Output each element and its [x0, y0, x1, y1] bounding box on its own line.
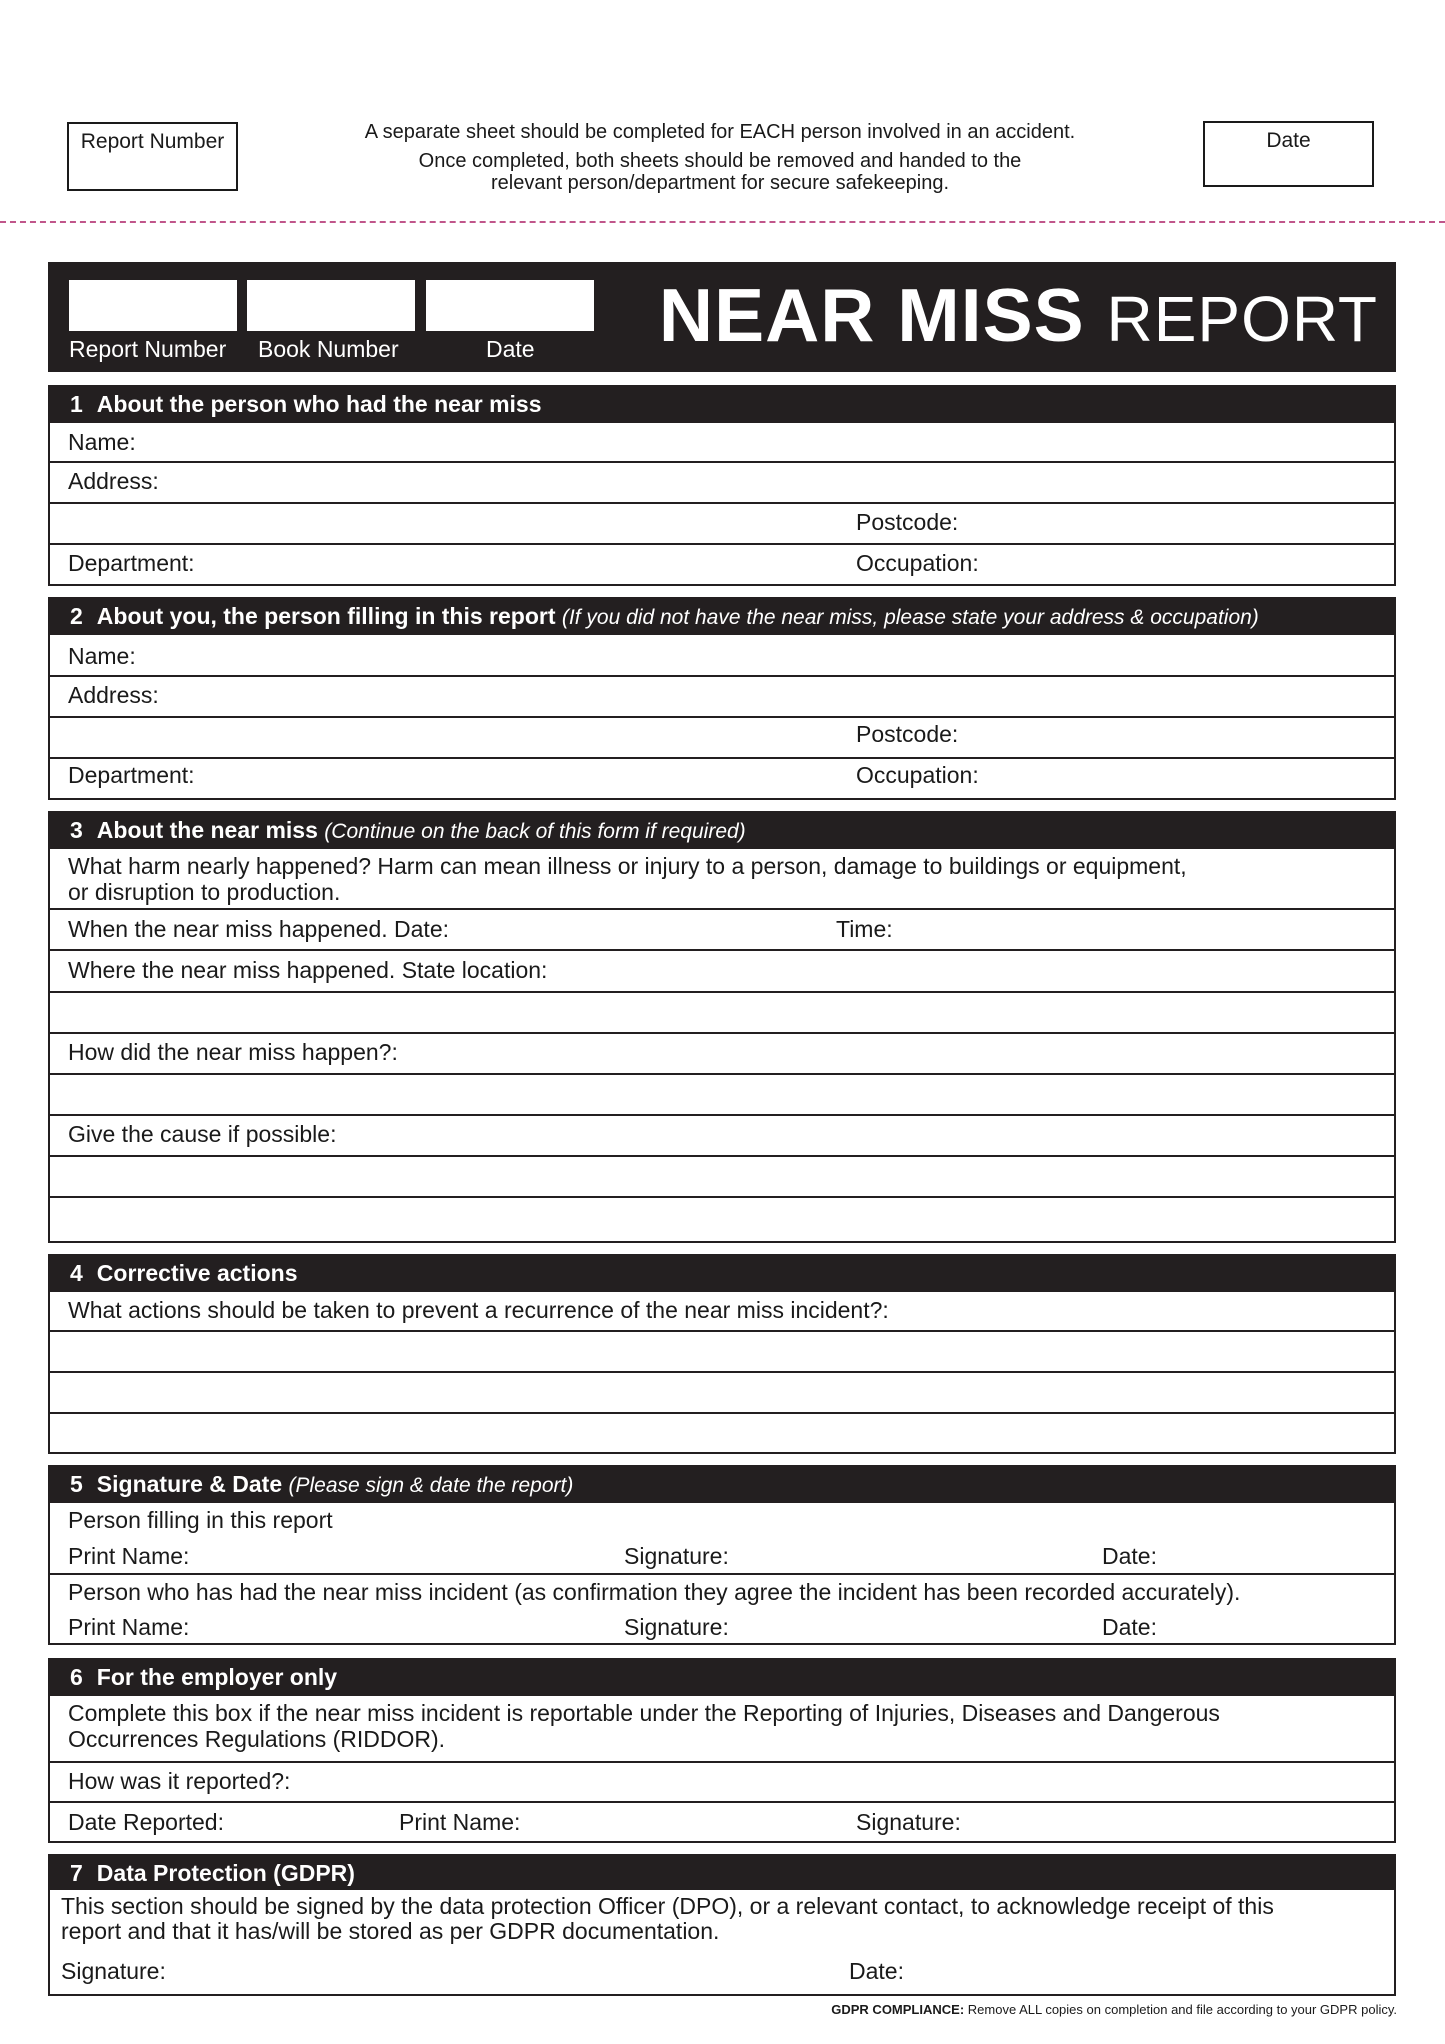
s7-line2: report and that it has/will be stored as per GDPR documentation.	[61, 1918, 720, 1944]
title-banner	[48, 262, 1396, 372]
s3-where-row[interactable]	[50, 949, 1394, 991]
section-2-title: About you, the person filling in this report	[96, 603, 556, 629]
section-3-header	[50, 813, 1394, 847]
s6-how-label: How was it reported?:	[68, 1768, 291, 1794]
section-5-header	[50, 1467, 1394, 1501]
section-6-number: 6	[70, 1664, 83, 1690]
section-3-number: 3	[70, 817, 83, 843]
s7-date-label: Date:	[849, 1958, 904, 1984]
s6-date-reported-label: Date Reported:	[68, 1809, 224, 1835]
s3-how-blank-row[interactable]	[50, 1073, 1394, 1114]
s5-filler-block[interactable]	[50, 1501, 1394, 1573]
s2-postcode-label: Postcode:	[856, 721, 959, 747]
s6-date-row[interactable]	[50, 1801, 1394, 1841]
gdpr-footer	[831, 2002, 1397, 2017]
section-3-note: (Continue on the back of this form if required)	[324, 820, 746, 843]
s5-confirm-date: Date:	[1102, 1614, 1157, 1640]
s1-department-row[interactable]	[50, 543, 1394, 584]
section-6-title: For the employer only	[96, 1664, 338, 1690]
s3-harm-line1: What harm nearly happened? Harm can mean illness or injury to a person, damage to buildings or equipment,	[68, 853, 1187, 879]
s5-filler-date: Date:	[1102, 1543, 1157, 1569]
top-note-line3: relevant person/department for secure safekeeping.	[490, 172, 950, 194]
report-number-label: Report Number	[69, 336, 227, 362]
s4-question-row[interactable]	[50, 1290, 1394, 1330]
top-report-number-label: Report Number	[80, 130, 225, 153]
s3-how-label: How did the near miss happen?:	[68, 1039, 398, 1065]
tear-line	[0, 221, 1445, 223]
s4-question-label: What actions should be taken to prevent a recurrence of the near miss incident?:	[68, 1297, 889, 1323]
s5-confirm-block[interactable]	[50, 1573, 1394, 1643]
s6-print-name-label: Print Name:	[399, 1809, 521, 1835]
s2-name-row[interactable]	[50, 633, 1394, 675]
book-number-label: Book Number	[258, 336, 399, 362]
s6-how-row[interactable]	[50, 1761, 1394, 1801]
s6-line2: Occurrences Regulations (RIDDOR).	[68, 1726, 446, 1752]
s2-department-label: Department:	[68, 762, 195, 788]
section-3	[48, 811, 1396, 1243]
section-7	[48, 1854, 1396, 1996]
s5-filler-label: Person filling in this report	[68, 1507, 333, 1533]
s6-signature-label: Signature:	[856, 1809, 961, 1835]
s3-when-label: When the near miss happened. Date:	[68, 916, 450, 942]
s1-department-label: Department:	[68, 550, 195, 576]
section-3-title: About the near miss	[96, 817, 318, 843]
top-date-label: Date	[1266, 129, 1311, 152]
s2-postcode-row[interactable]	[50, 716, 1394, 757]
s3-time-label: Time:	[836, 916, 893, 942]
s3-where-label: Where the near miss happened. State location:	[68, 957, 548, 983]
top-instructions	[300, 121, 1140, 194]
page-title-thin: REPORT	[1106, 283, 1378, 355]
s4-blank-row-2[interactable]	[50, 1371, 1394, 1412]
s2-department-row[interactable]	[50, 757, 1394, 798]
top-note-line2: Once completed, both sheets should be removed and handed to the	[418, 150, 1022, 172]
s1-occupation-label: Occupation:	[856, 550, 979, 576]
s5-confirm-signature: Signature:	[624, 1614, 729, 1640]
section-6-header	[50, 1660, 1394, 1694]
s6-line1: Complete this box if the near miss incident is reportable under the Reporting of Injuries, Diseases and Dangerous	[68, 1700, 1220, 1726]
s3-how-row[interactable]	[50, 1032, 1394, 1073]
page-title	[659, 272, 1378, 358]
s4-blank-row-3[interactable]	[50, 1412, 1394, 1452]
s4-blank-row-1[interactable]	[50, 1330, 1394, 1371]
section-7-number: 7	[70, 1860, 83, 1886]
gdpr-footer-text: Remove ALL copies on completion and file according to your GDPR policy.	[964, 2002, 1397, 2017]
s1-postcode-row[interactable]	[50, 502, 1394, 543]
s3-cause-blank-row-1[interactable]	[50, 1155, 1394, 1196]
s3-harm-line2: or disruption to production.	[68, 879, 341, 905]
section-5-number: 5	[70, 1471, 83, 1497]
s2-name-label: Name:	[68, 643, 136, 669]
s3-harm-row[interactable]	[50, 847, 1394, 908]
section-1-title: About the person who had the near miss	[96, 391, 542, 417]
s1-name-row[interactable]	[50, 421, 1394, 461]
section-5	[48, 1465, 1396, 1645]
s5-confirm-label: Person who has had the near miss incident (as confirmation they agree the incident has been recorded accurately).	[68, 1579, 1241, 1605]
s5-filler-print-name: Print Name:	[68, 1543, 190, 1569]
s1-name-label: Name:	[68, 429, 136, 455]
s3-cause-label: Give the cause if possible:	[68, 1121, 337, 1147]
s7-line1: This section should be signed by the data protection Officer (DPO), or a relevant contact, to acknowledge receipt of this	[61, 1893, 1274, 1919]
s1-postcode-label: Postcode:	[856, 509, 959, 535]
banner-date-label: Date	[486, 336, 535, 362]
report-number-field[interactable]	[69, 280, 237, 331]
s5-confirm-print-name: Print Name:	[68, 1614, 190, 1640]
section-4	[48, 1254, 1396, 1454]
section-1-number: 1	[70, 391, 83, 417]
s1-address-row[interactable]	[50, 461, 1394, 502]
s1-address-label: Address:	[68, 468, 159, 494]
s3-where-blank-row[interactable]	[50, 991, 1394, 1032]
section-4-title: Corrective actions	[96, 1260, 298, 1286]
section-2-header	[50, 599, 1394, 633]
section-4-header	[50, 1256, 1394, 1290]
s3-cause-row[interactable]	[50, 1114, 1394, 1155]
s3-when-row[interactable]	[50, 908, 1394, 949]
s7-signature-label: Signature:	[61, 1958, 166, 1984]
s2-occupation-label: Occupation:	[856, 762, 979, 788]
s5-filler-signature: Signature:	[624, 1543, 729, 1569]
page-title-bold: NEAR MISS	[658, 273, 1085, 357]
s3-cause-blank-row-2[interactable]	[50, 1196, 1394, 1241]
section-2-note: (If you did not have the near miss, please state your address & occupation)	[561, 606, 1259, 629]
section-1	[48, 385, 1396, 586]
section-4-number: 4	[70, 1260, 83, 1286]
section-2	[48, 597, 1396, 800]
s2-address-row[interactable]	[50, 675, 1394, 716]
section-7-title: Data Protection (GDPR)	[96, 1860, 355, 1886]
gdpr-footer-bold: GDPR COMPLIANCE:	[831, 2002, 965, 2017]
top-date-box[interactable]	[1203, 121, 1374, 187]
section-2-number: 2	[70, 603, 83, 629]
section-1-header	[50, 387, 1394, 421]
section-5-title: Signature & Date	[96, 1471, 283, 1497]
section-5-note: (Please sign & date the report)	[288, 1474, 574, 1497]
top-report-number-box[interactable]	[67, 122, 238, 191]
s2-address-label: Address:	[68, 682, 159, 708]
banner-date-field[interactable]	[426, 280, 594, 331]
section-6	[48, 1658, 1396, 1843]
section-7-header	[50, 1856, 1394, 1890]
top-note-line1: A separate sheet should be completed for EACH person involved in an accident.	[364, 121, 1076, 143]
s7-body[interactable]	[50, 1890, 1394, 1994]
s6-riddor-row	[50, 1694, 1394, 1761]
book-number-field[interactable]	[247, 280, 415, 331]
